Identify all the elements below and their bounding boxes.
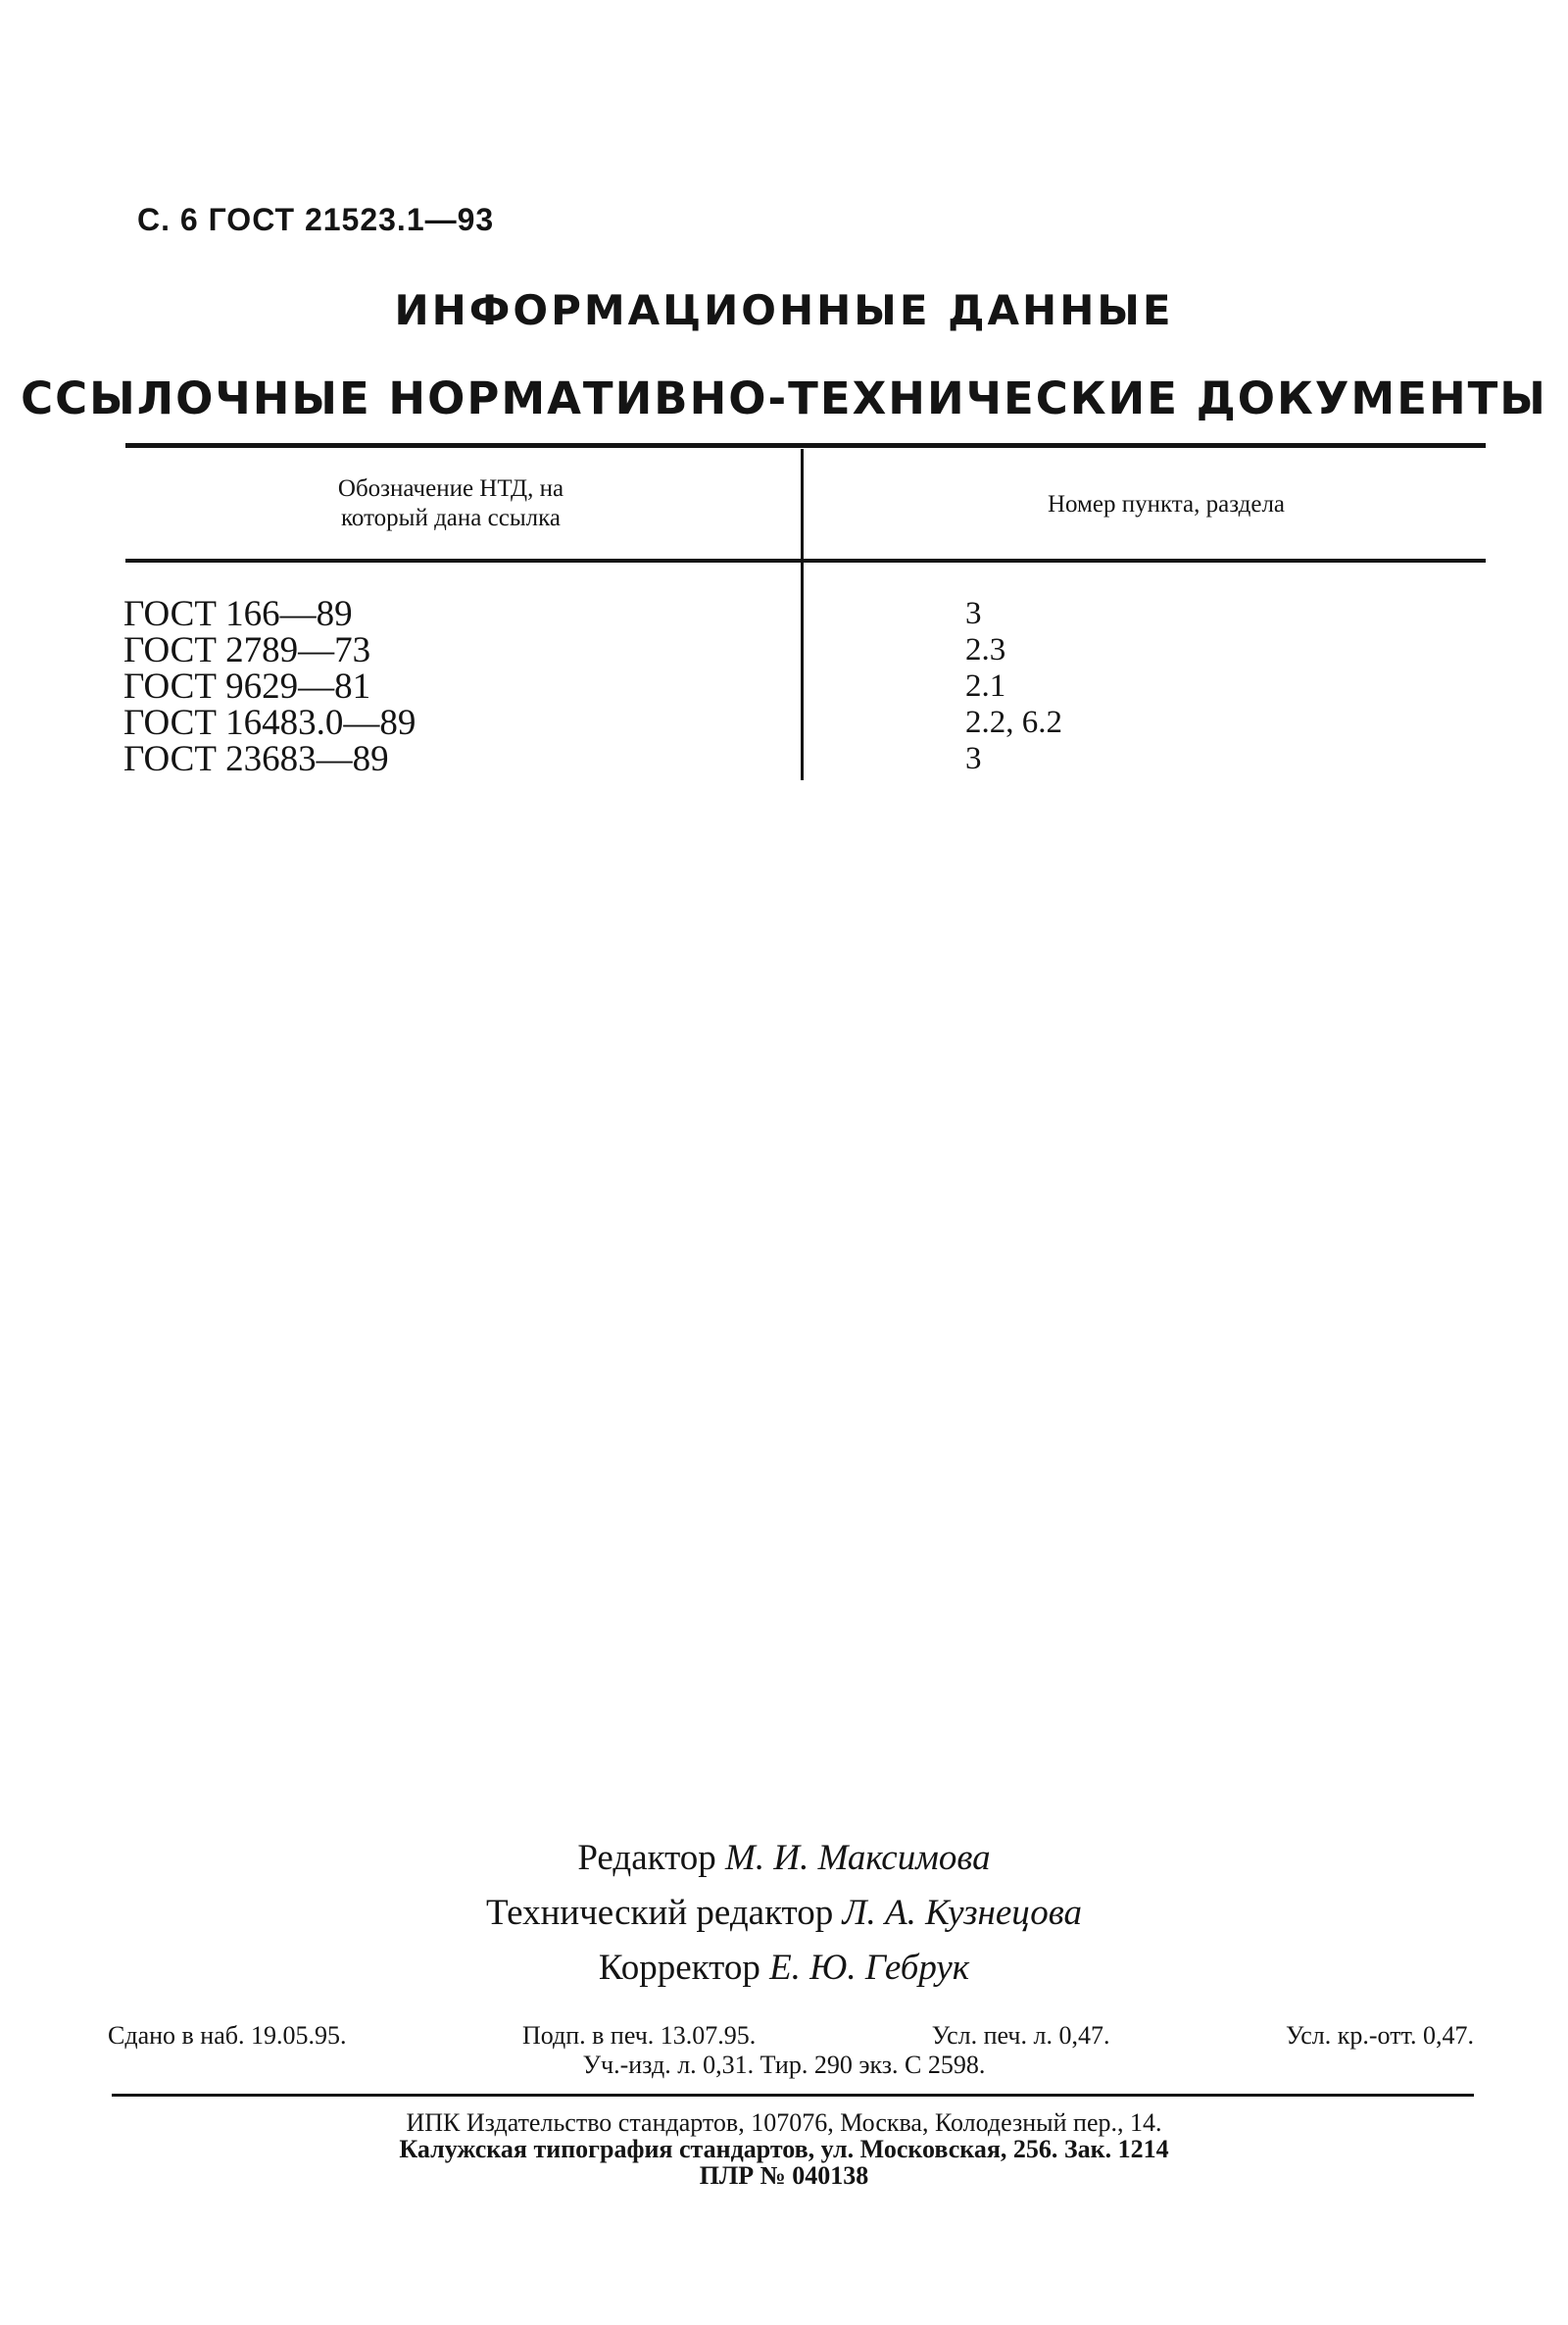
table-row-doc: ГОСТ 2789—73 — [123, 630, 371, 670]
col2-header: Номер пункта, раздела — [1047, 491, 1286, 518]
footer-block — [0, 2109, 1568, 2189]
table-row-ref: 2.1 — [965, 668, 1006, 704]
table-top-rule — [125, 443, 1486, 448]
footer-license: ПЛР № 040138 — [699, 2161, 869, 2190]
table-row-doc: ГОСТ 23683—89 — [123, 739, 389, 779]
table-row-ref: 2.3 — [965, 632, 1006, 668]
table-row-ref: 3 — [965, 741, 982, 776]
table-header-divider — [801, 449, 804, 559]
table-row-doc: ГОСТ 9629—81 — [123, 667, 371, 707]
imprint-line-1 — [108, 2021, 1474, 2051]
footer-publisher: ИПК Издательство стандартов, 107076, Москва, Колодезный пер., 14. — [406, 2108, 1162, 2137]
imprint-line-2: Уч.-изд. л. 0,31. Тир. 290 экз. С 2598. — [582, 2051, 986, 2079]
editor-name: М. И. Максимова — [725, 1838, 991, 1878]
section-title: ИНФОРМАЦИОННЫЕ ДАННЫЕ — [394, 286, 1174, 334]
corrector-label: Корректор — [598, 1948, 760, 1988]
imprint-print-sheets: Усл. печ. л. 0,47. — [931, 2021, 1110, 2050]
footer-rule — [112, 2094, 1474, 2097]
editor-label: Редактор — [577, 1838, 716, 1878]
corrector-line — [0, 1941, 1568, 1996]
imprint-color-prints: Усл. кр.-отт. 0,47. — [1285, 2021, 1474, 2050]
credits-block — [0, 1831, 1568, 1996]
tech-editor-label: Технический редактор — [485, 1893, 834, 1933]
col1-header — [235, 474, 666, 533]
tech-editor-line — [0, 1886, 1568, 1941]
imprint-signed: Подп. в печ. 13.07.95. — [521, 2021, 757, 2050]
col1-header-line1: Обозначение НТД, на — [337, 475, 564, 502]
ref-column — [965, 596, 1062, 777]
editor-line — [0, 1831, 1568, 1886]
imprint-submitted: Сдано в наб. 19.05.95. — [108, 2021, 347, 2050]
table-header-rule — [125, 559, 1486, 563]
table-row-doc: ГОСТ 166—89 — [123, 594, 353, 634]
col1-header-line2: который дана ссылка — [341, 505, 561, 531]
table-row-ref: 2.2, 6.2 — [965, 705, 1062, 740]
corrector-name: Е. Ю. Гебрук — [769, 1948, 970, 1988]
footer-printer: Калужская типография стандартов, ул. Московская, 256. Зак. 1214 — [399, 2135, 1169, 2163]
doc-column — [123, 596, 416, 777]
tech-editor-name: Л. А. Кузнецова — [842, 1893, 1083, 1933]
page-header: С. 6 ГОСТ 21523.1—93 — [137, 202, 495, 237]
table-row-ref: 3 — [965, 596, 982, 631]
table-body-divider — [801, 563, 804, 780]
section-subtitle: ССЫЛОЧНЫЕ НОРМАТИВНО-ТЕХНИЧЕСКИЕ ДОКУМЕНТЫ — [21, 372, 1547, 424]
table-row-doc: ГОСТ 16483.0—89 — [123, 703, 416, 743]
